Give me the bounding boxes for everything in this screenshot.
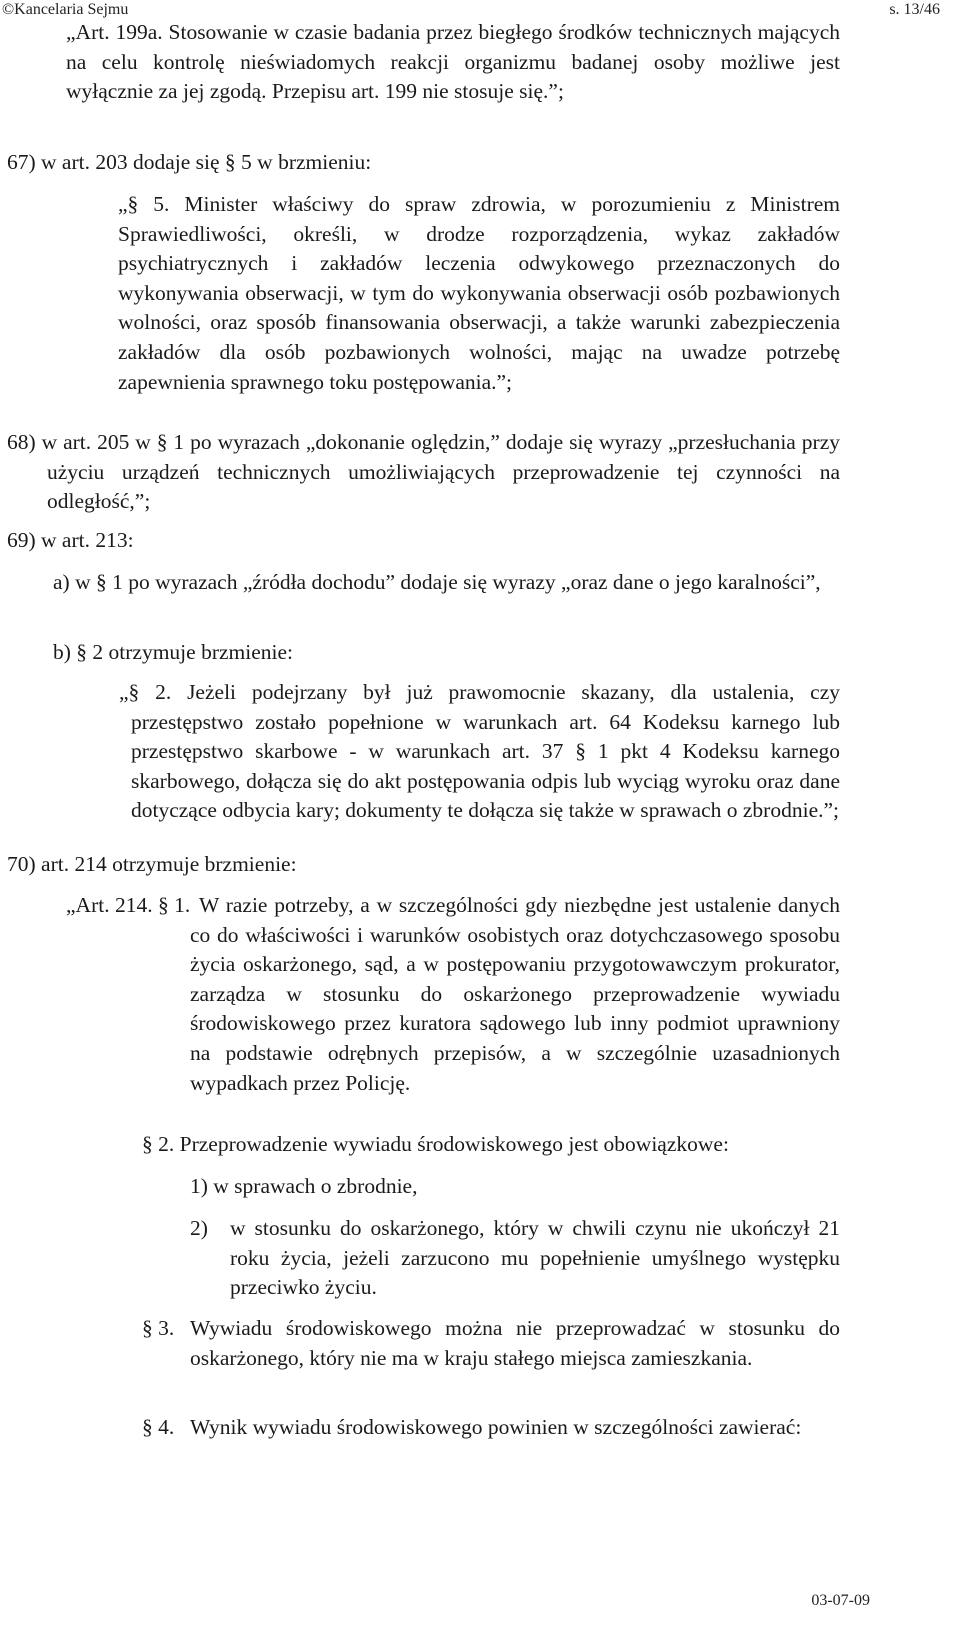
article-214-paragraph-2-point-2-number: 2) [190, 1216, 208, 1240]
publisher-label: ©Kancelaria Sejmu [2, 1, 129, 18]
page-number: s. 13/46 [889, 1, 940, 18]
article-214-paragraph-3: Wywiadu środowiskowego można nie przeprowadzać w stosunku do oskarżonego, który nie ma w kraju stałego miejsca zamieszkania. [190, 1316, 840, 1370]
article-214-paragraph-4-number: § 4. [142, 1415, 175, 1439]
article-214-paragraph-2: § 2. Przeprowadzenie wywiadu środowiskowego jest obowiązkowe: [142, 1132, 729, 1156]
article-214-lead: „Art. 214. § 1. [66, 893, 191, 917]
article-213-paragraph-2: „§ 2. Jeżeli podejrzany był już prawomocnie skazany, dla ustalenia, czy przestępstwo zostało popełnione w warunkach art. 64 Kodeksu karnego lub przestępstwo skarbowe - w warunkach art. 37 § 1 pkt 4 Kodeksu karnego skarbowego, dołącza się do akt postępowania odpis lub wyciąg wyroku oraz dane dotyczące odbycia kary; dokumenty te dołącza się także w sprawach o zbrodnie.”; [119, 680, 840, 823]
paragraph-5: „§ 5. Minister właściwy do spraw zdrowia, w porozumieniu z Ministrem Sprawiedliwości, określi, w drodze rozporządzenia, wykaz zakładów psychiatrycznych i zakładów leczenia odwykowego przeznaczonych do wykonywania obserwacji, w tym do wykonywania obserwacji osób pozbawionych wolności, oraz sposób finansowania obserwacji, a także warunki zabezpieczenia zakładów dla osób pozbawionych wolności, mając na uwadze potrzebę zapewnienia sprawnego toku postępowania.”; [118, 192, 840, 394]
item-68: 68) w art. 205 w § 1 po wyrazach „dokonanie oględzin,” dodaje się wyrazy „przesłuchania przy użyciu urządzeń technicznych umożliwiających przeprowadzenie tej czynności na odległość,”; [7, 430, 840, 514]
article-214-paragraph-3-number: § 3. [142, 1316, 175, 1340]
article-199a: „Art. 199a. Stosowanie w czasie badania przez biegłego środków technicznych mających na celu kontrolę nieświadomych reakcji organizmu badanej osoby możliwe jest wyłącznie za jej zgodą. Przepisu art. 199 nie stosuje się.”; [66, 20, 840, 104]
article-214-paragraph-4: Wynik wywiadu środowiskowego powinien w szczególności zawierać: [190, 1415, 802, 1439]
item-69a: a) w § 1 po wyrazach „źródła dochodu” dodaje się wyrazy „oraz dane o jego karalności”, [53, 570, 821, 594]
item-70: 70) art. 214 otrzymuje brzmienie: [7, 852, 297, 876]
item-67: 67) w art. 203 dodaje się § 5 w brzmieniu: [7, 150, 372, 174]
item-69b: b) § 2 otrzymuje brzmienie: [53, 640, 294, 664]
item-69: 69) w art. 213: [7, 528, 134, 552]
page-footer-date: 03-07-09 [811, 1592, 870, 1609]
article-214-paragraph-1: W razie potrzeby, a w szczególności gdy niezbędne jest ustalenie danych co do właściwości i warunków osobistych oraz dotychczasowego sposobu życia oskarżonego, sąd, a w postępowaniu przygotowawczym prokurator, zarządza w stosunku do oskarżonego przeprowadzenie wywiadu środowiskowego przez kuratora sądowego lub inny podmiot uprawniony na podstawie odrębnych przepisów, a w szczególnie uzasadnionych wypadkach przez Policję. [190, 893, 840, 1095]
article-214-paragraph-2-point-2: w stosunku do oskarżonego, który w chwili czynu nie ukończył 21 roku życia, jeżeli zarzucono mu popełnienie umyślnego występku przeciwko życiu. [230, 1216, 840, 1300]
article-214-paragraph-2-point-1: 1) w sprawach o zbrodnie, [190, 1174, 418, 1198]
